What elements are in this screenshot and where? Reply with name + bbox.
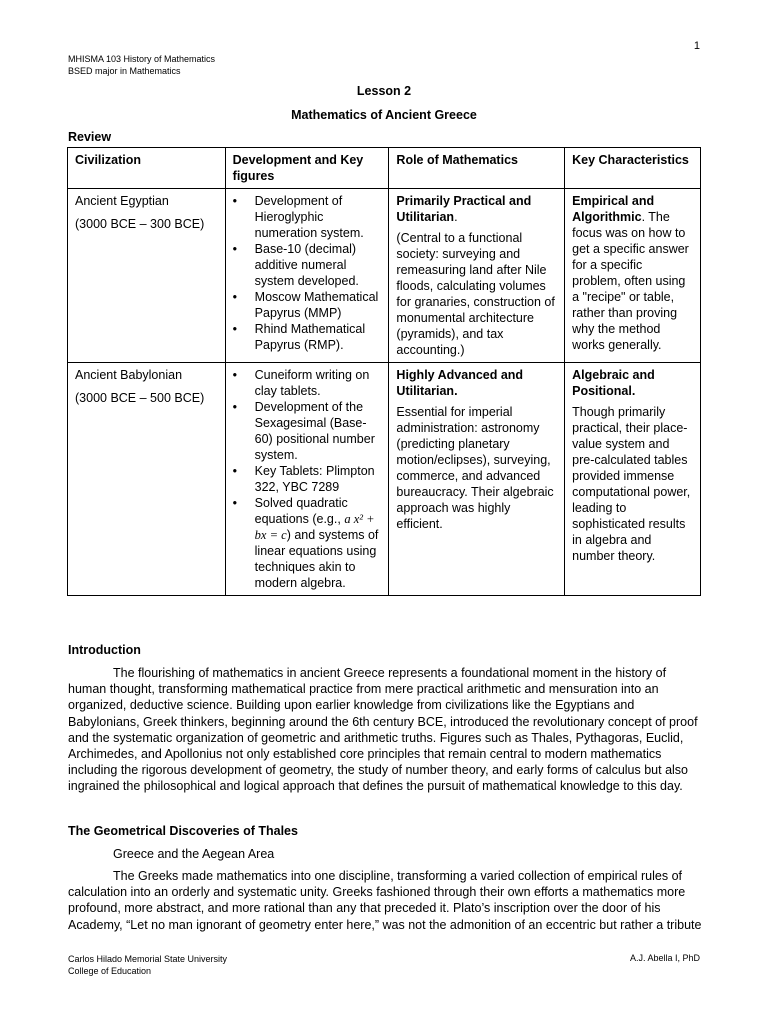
civilization-cell xyxy=(68,189,226,363)
lesson-title: Lesson 2 xyxy=(356,84,412,98)
characteristics-title: Empirical and Algorithmic xyxy=(572,194,655,224)
role-cell xyxy=(389,363,565,596)
role-title-suffix: . xyxy=(454,210,458,224)
development-item: • Base-10 (decimal) additive numeral system developed. xyxy=(255,241,383,289)
college-name: College of Education xyxy=(68,966,152,976)
lesson-subtitle: Mathematics of Ancient Greece xyxy=(291,108,477,122)
column-header-characteristics: Key Characteristics xyxy=(565,148,701,189)
development-item: • Development of the Sexagesimal (Base-60) positional number system. xyxy=(255,399,383,463)
role-title: Highly Advanced and Utilitarian. xyxy=(396,368,524,398)
civilization-name: Ancient Egyptian xyxy=(75,194,169,208)
characteristics-title: Algebraic and Positional. xyxy=(572,368,655,398)
civilization-period: (3000 BCE – 300 BCE) xyxy=(75,217,205,231)
review-table xyxy=(67,147,701,596)
civilization-cell xyxy=(68,363,226,596)
university-name: Carlos Hilado Memorial State University xyxy=(68,954,228,964)
role-text: Essential for imperial administration: astronomy (predicting planetary motion/eclipses), surveying, commerce, and advanced bureaucracy. Their algebraic approach was highly efficient. xyxy=(396,405,554,531)
author-name: A.J. Abella I, PhD xyxy=(629,953,700,963)
development-item: • Rhind Mathematical Papyrus (RMP). xyxy=(255,321,383,353)
thales-heading: The Geometrical Discoveries of Thales xyxy=(68,824,298,838)
introduction-paragraph: The flourishing of mathematics in ancient Greece represents a foundational moment in the history of human thought, transforming mathematical practice from mere practical arithmetic and mensuration into an organized, deductive science. Building upon earlier knowledge from civilizations like the Egyptians and Babylonians, Greek thinkers, beginning around the 6th century BCE, introduced the revolutionary concept of proof and the systematic organization of geometric and arithmetic truths. Figures such as Thales, Pythagoras, Euclid, Archimedes, and Apollonius not only established core principles that remain central to modern mathematics including the rigorous development of geometry, the study of number theory, and early forms of calculus but also ingrained the philosophical and logical approach that defines the pursuit of mathematical knowledge to this day. xyxy=(68,666,698,794)
page-number: 1 xyxy=(693,40,700,52)
running-footer xyxy=(68,953,227,977)
quadratic-intro: Solved quadratic equations (e.g., xyxy=(254,496,348,526)
development-cell xyxy=(225,363,389,596)
development-item-quadratic xyxy=(255,495,383,591)
development-list xyxy=(233,193,383,353)
column-header-development: Development and Key figures xyxy=(225,148,389,189)
development-item: • Key Tablets: Plimpton 322, YBC 7289 xyxy=(255,463,383,495)
quadratic-outro: ) and systems of linear equations using techniques akin to modern algebra. xyxy=(254,528,379,590)
civilization-period: (3000 BCE – 500 BCE) xyxy=(75,391,205,405)
running-header xyxy=(68,53,215,77)
role-text: (Central to a functional society: surveying and remeasuring land after Nile floods, calculating volumes for granaries, construction of monumental architecture (pyramids), and tax accounting.) xyxy=(396,231,555,357)
quadratic-equation: a x² + bx = c xyxy=(254,512,375,542)
course-title: MHISMA 103 History of Mathematics xyxy=(68,54,216,64)
role-cell xyxy=(389,189,565,363)
development-cell xyxy=(225,189,389,363)
characteristics-text: Though primarily practical, their place-value system and pre-calculated tables provided immense computational power, leading to sophisticated results in algebra and number theory. xyxy=(572,405,691,563)
column-header-role: Role of Mathematics xyxy=(389,148,565,189)
table-row-babylonian xyxy=(68,363,701,596)
introduction-heading: Introduction xyxy=(68,643,141,657)
characteristics-cell xyxy=(565,189,701,363)
development-list xyxy=(233,367,383,591)
thales-paragraph: The Greeks made mathematics into one discipline, transforming a varied collection of empirical rules of calculation into an orderly and systematic unity. Greeks fashioned through their own efforts a mathematics more profound, more abstract, and more rational than any that preceded it. Plato’s inscription over the door of his Academy, “Let no man ignorant of geometry enter here,” was not the admonition of an eccentric but rather a tribute xyxy=(68,869,702,932)
table-header-row xyxy=(68,148,701,189)
characteristics-cell xyxy=(565,363,701,596)
column-header-civilization: Civilization xyxy=(68,148,226,189)
thales-subheading: Greece and the Aegean Area xyxy=(113,847,275,861)
review-label: Review xyxy=(68,130,112,144)
civilization-name: Ancient Babylonian xyxy=(75,368,183,382)
role-title: Primarily Practical and Utilitarian xyxy=(396,194,532,224)
development-item: • Development of Hieroglyphic numeration system. xyxy=(255,193,383,241)
program-name: BSED major in Mathematics xyxy=(68,66,181,76)
development-item: • Cuneiform writing on clay tablets. xyxy=(255,367,383,399)
development-item: • Moscow Mathematical Papyrus (MMP) xyxy=(255,289,383,321)
characteristics-text: . The focus was on how to get a specific answer for a specific problem, often using a "recipe" or table, rather than proving why the method works generally. xyxy=(572,210,689,352)
table-row-egyptian xyxy=(68,189,701,363)
